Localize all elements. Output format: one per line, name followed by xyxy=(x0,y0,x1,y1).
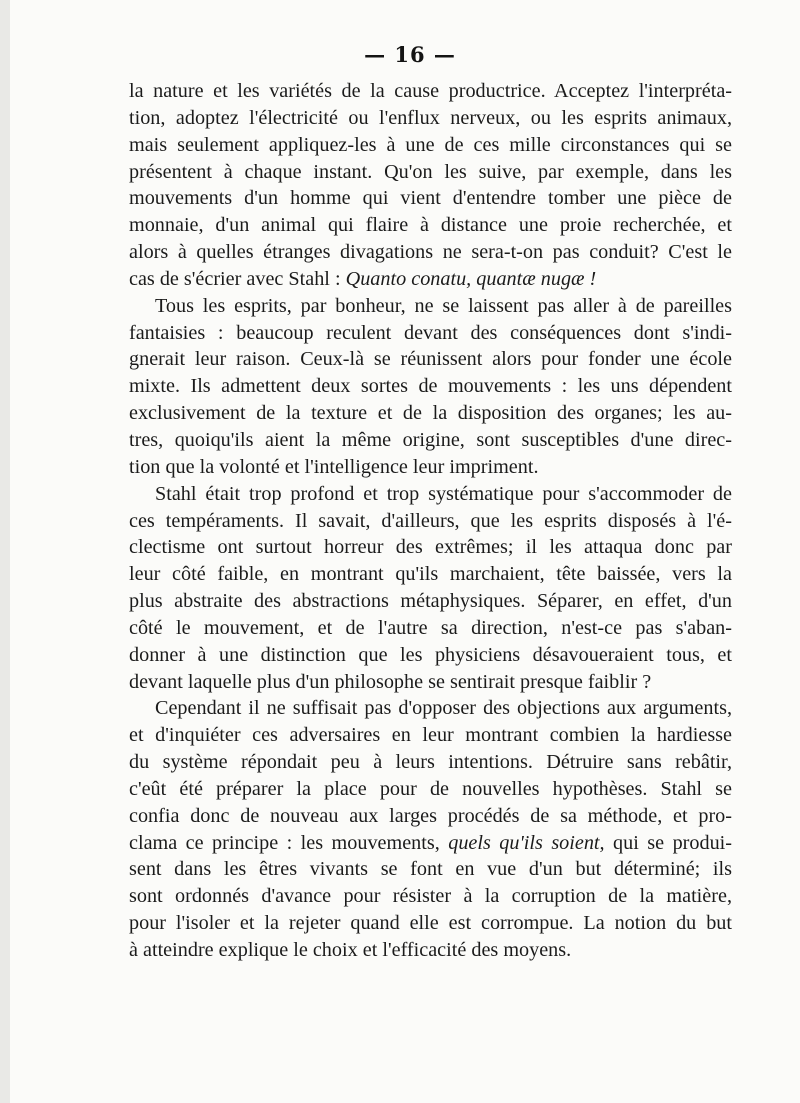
paragraph xyxy=(129,293,732,481)
text-line: mixte. Ils admettent deux sortes de mouvements : les uns dépendent xyxy=(129,375,732,398)
text-line: mouvements d'un homme qui vient d'entendre tomber une pièce de xyxy=(129,187,732,210)
text-line: donner à une distinction que les physiciens désavoueraient tous, et xyxy=(129,643,732,666)
text-line: mais seulement appliquez-les à une de ces mille circonstances qui se xyxy=(129,133,732,156)
text-line xyxy=(129,830,732,857)
text-line: c'eût été préparer la place pour de nouvelles hypothèses. Stahl se xyxy=(129,777,732,800)
page-number: — 16 — xyxy=(364,42,456,67)
text-line: à atteindre explique le choix et l'efficacité des moyens. xyxy=(129,939,572,961)
text-line: devant laquelle plus d'un philosophe se sentirait presque faiblir ? xyxy=(129,670,652,693)
text-line: côté le mouvement, et de l'autre sa direction, n'est-ce pas s'aban- xyxy=(129,616,732,639)
latin-quotation: Quanto conatu, quantæ nugæ ! xyxy=(345,267,597,290)
text-line xyxy=(129,266,732,293)
text-line: sent dans les êtres vivants se font en vue d'un but déterminé; ils xyxy=(129,858,732,881)
text-line: sont ordonnés d'avance pour résister à la corruption de la matière, xyxy=(129,885,732,908)
text-line: plus abstraite des abstractions métaphysiques. Séparer, en effet, d'un xyxy=(129,590,732,613)
paragraph xyxy=(129,78,732,293)
text-line: présentent à chaque instant. Qu'on les suive, par exemple, dans les xyxy=(129,160,732,183)
text-line: ces tempéraments. Il savait, d'ailleurs, que les esprits disposés à l'é- xyxy=(129,509,732,532)
italic-phrase: quels qu'ils soient, xyxy=(448,831,605,854)
text-fragment: qui se produi- xyxy=(604,831,732,854)
text-line: tion que la volonté et l'intelligence leur impriment. xyxy=(129,455,539,478)
text-line: du système répondait peu à leurs intentions. Détruire sans rebâtir, xyxy=(129,751,732,774)
text-line: tres, quoiqu'ils aient la même origine, sont susceptibles d'une direc- xyxy=(129,428,732,451)
paragraph xyxy=(129,481,732,696)
text-line: exclusivement de la texture et de la disposition des organes; les au- xyxy=(129,402,732,425)
text-line: clectisme ont surtout horreur des extrêmes; il les attaqua donc par xyxy=(129,536,732,559)
text-fragment: clama ce principe : les mouvements, xyxy=(129,831,449,854)
text-line: gnerait leur raison. Ceux-là se réunissent alors pour fonder une école xyxy=(129,348,732,371)
text-line: fantaisies : beaucoup reculent devant des conséquences dont s'indi- xyxy=(129,321,732,344)
text-line: leur côté faible, en montrant qu'ils marchaient, tête baissée, vers la xyxy=(129,563,732,586)
text-line: confia donc de nouveau aux larges procédés de sa méthode, et pro- xyxy=(129,804,732,827)
text-fragment: cas de s'écrier avec Stahl : xyxy=(129,267,346,290)
text-line: tion, adoptez l'électricité ou l'enflux nerveux, ou les esprits animaux, xyxy=(129,106,732,129)
text-line: Cependant il ne suffisait pas d'opposer des objections aux arguments, xyxy=(155,697,732,720)
page-body-text xyxy=(129,78,732,964)
text-line: Stahl était trop profond et trop systématique pour s'accommoder de xyxy=(155,482,732,505)
text-line: la nature et les variétés de la cause productrice. Acceptez l'interpréta- xyxy=(129,80,732,102)
text-line: et d'inquiéter ces adversaires en leur montrant combien la hardiesse xyxy=(129,724,732,747)
text-line: Tous les esprits, par bonheur, ne se laissent pas aller à de pareilles xyxy=(155,294,732,317)
text-line: monnaie, d'un animal qui flaire à distance une proie recherchée, et xyxy=(129,214,732,237)
text-line: alors à quelles étranges divagations ne sera-t-on pas conduit? C'est le xyxy=(129,241,732,264)
text-line: pour l'isoler et la rejeter quand elle est corrompue. La notion du but xyxy=(129,912,732,935)
paragraph xyxy=(129,695,732,963)
